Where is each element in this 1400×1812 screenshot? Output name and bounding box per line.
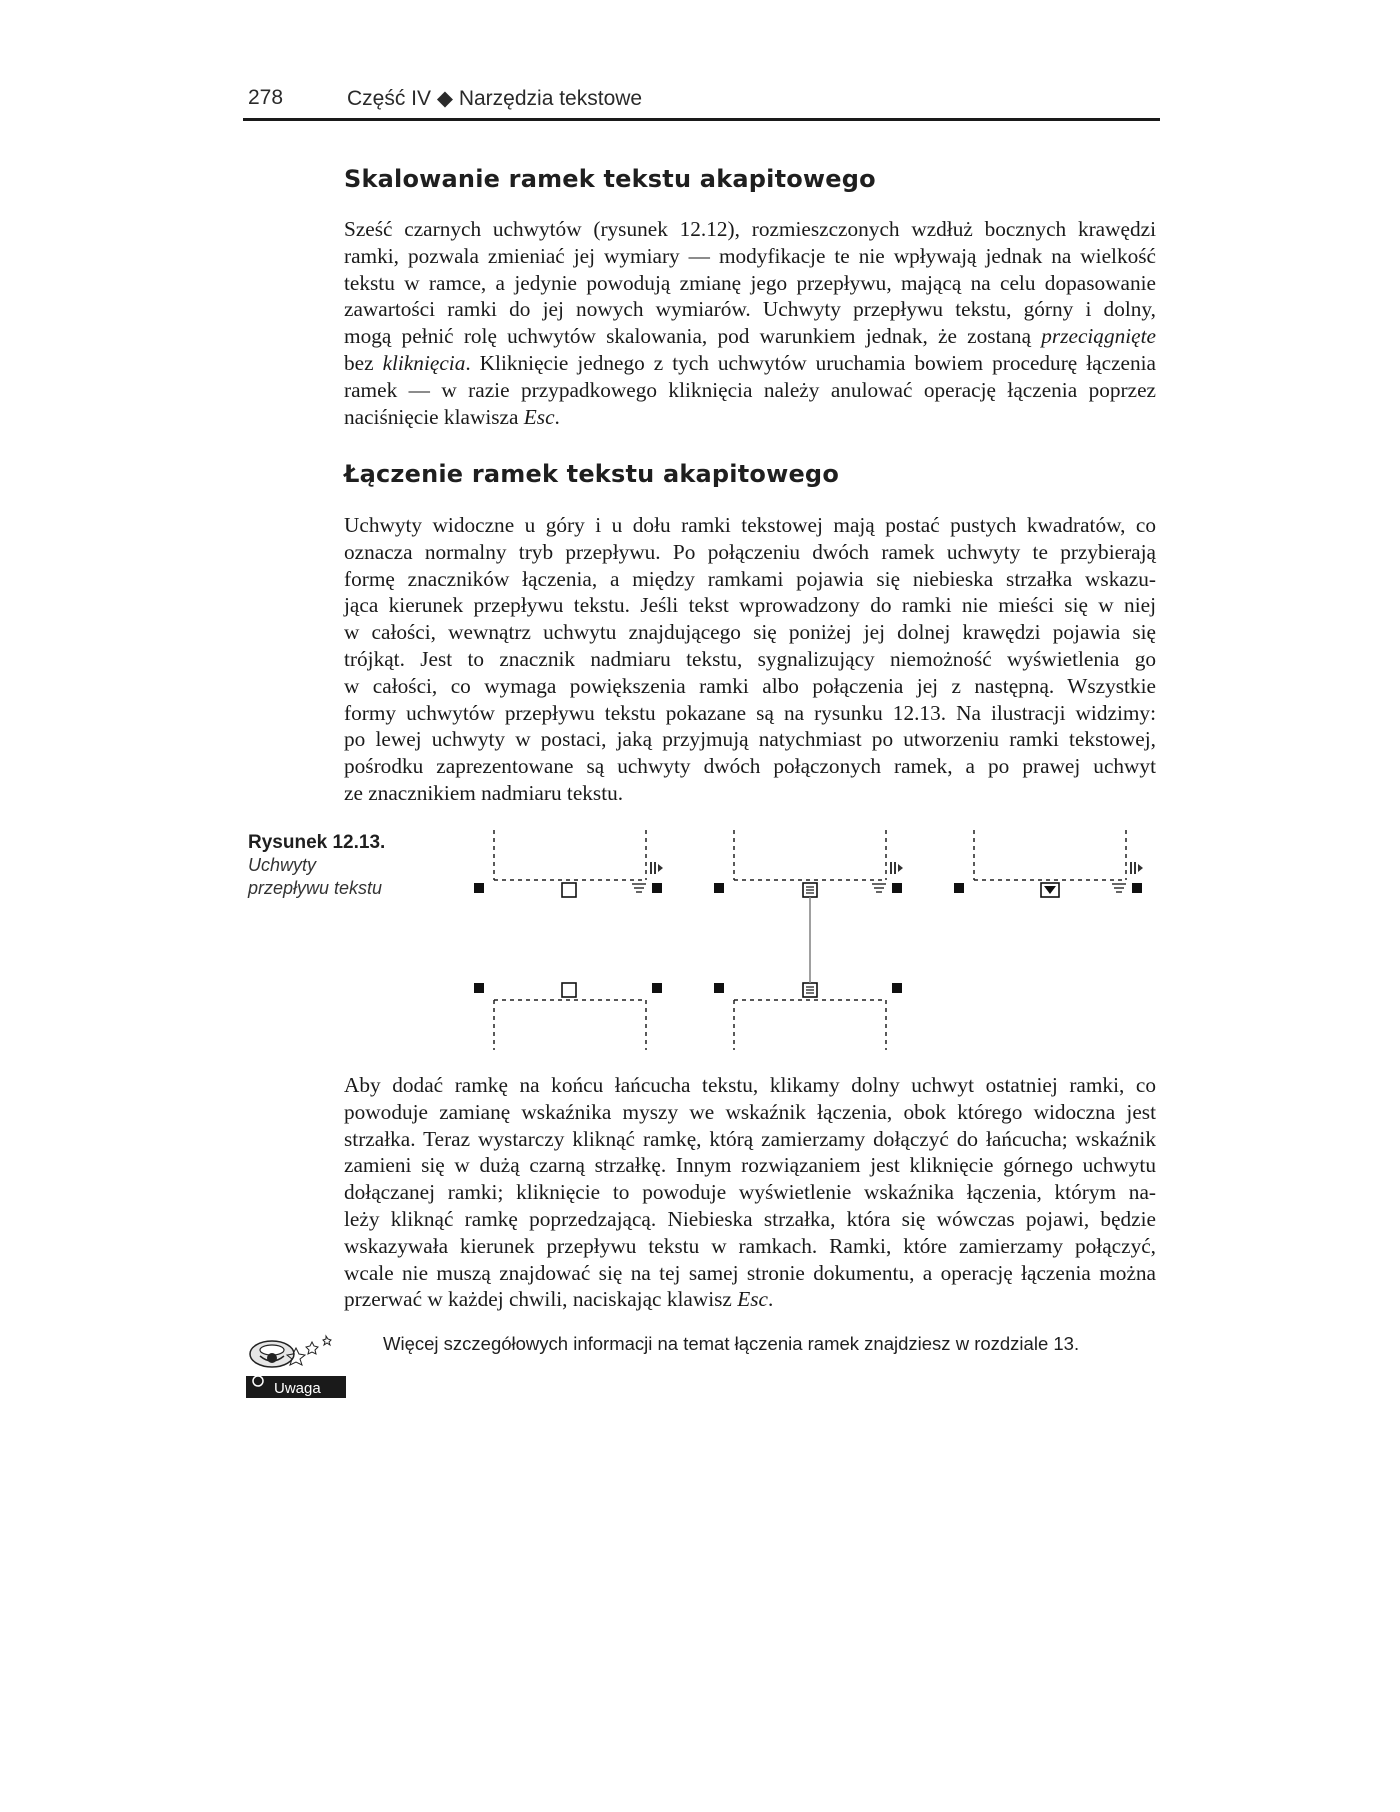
- bomb-icon: [250, 1341, 294, 1367]
- heading-scaling-frames: Skalowanie ramek tekstu akapitowego: [344, 165, 876, 193]
- text-line: [344, 323, 1156, 350]
- note-text: Więcej szczegółowych informacji na temat łączenia ramek znajdziesz w rozdziale 13.: [383, 1333, 1080, 1354]
- text-line: wcale nie muszą znajdować się na tej samej stronie dokumentu, a operację łączenia można: [344, 1260, 1156, 1285]
- text-line: wskazywała kierunek przepływu tekstu w ramkach. Ramki, które zamierzamy połączyć,: [344, 1233, 1156, 1258]
- text-line: [344, 1286, 1156, 1313]
- emphasis: przeciągnięte: [1041, 324, 1156, 349]
- empty-flow-handle: [562, 883, 576, 997]
- text-line: dołączanej ramki; kliknięcie to powoduje wyświetlenie wskaźnika łączenia, którym na-: [344, 1180, 1156, 1205]
- text-line: zamieni się w dużą czarną strzałkę. Innym rozwiązaniem jest kliknięcie górnego uchwytu: [344, 1153, 1156, 1178]
- text-line: ze znacznikiem nadmiaru tekstu.: [344, 780, 624, 805]
- text-line: Sześć czarnych uchwytów (rysunek 12.12), rozmieszczonych wzdłuż bocznych krawędzi: [344, 217, 1156, 241]
- figure-caption: [248, 832, 385, 900]
- text-line: powoduje zamianę wskaźnika myszy we wskaźnik łączenia, obok którego widoczna jest: [344, 1099, 1156, 1124]
- text-line: ramki, pozwala zmieniać jej wymiary — modyfikacje te nie wpływają jednak na wielkość: [344, 243, 1156, 268]
- text-segment: mogą pełnić rolę uchwytów skalowania, pod warunkiem jednak, że zostaną: [344, 324, 1032, 349]
- text-line: oznacza normalny tryb przepływu. Po połączeniu dwóch ramek uchwyty te przybierają: [344, 539, 1156, 564]
- overflow-flow-handle: [1041, 883, 1059, 897]
- emphasis: Esc: [523, 404, 555, 429]
- text-line: w całości, wewnątrz uchwytu znajdującego się poniżej jej dolnej krawędzi pojawia się: [344, 620, 1156, 645]
- text-line: [344, 404, 1156, 431]
- paragraph-adding-frame: [344, 1072, 1156, 1313]
- emphasis: Esc: [737, 1287, 768, 1312]
- text-line: tekstu w ramce, a jedynie powodują zmianę jego przepływu, mającą na celu dopasowanie: [344, 270, 1156, 295]
- text-segment: .: [554, 404, 560, 429]
- column-markers: [650, 862, 1143, 874]
- text-line: ramek — w razie przypadkowego kliknięcia należy anulować operację łączenia poprzez: [344, 377, 1156, 402]
- text-line: pośrodku zaprezentowane są uchwyty dwóch połączonych ramek, a po prawej uchwyt: [344, 754, 1156, 779]
- text-flow-handles-figure: [460, 828, 1160, 1058]
- paragraph-linking: [344, 512, 1156, 807]
- text-line: trójkąt. Jest to znacznik nadmiaru tekstu, sygnalizujący niemożność wyświetlenia go: [344, 646, 1156, 671]
- text-line: Aby dodać ramkę na końcu łańcucha tekstu, klikamy dolny uchwyt ostatniej ramki, co: [344, 1073, 1156, 1097]
- page-number: 278: [248, 86, 284, 109]
- figure-description: Uchwyty: [248, 855, 317, 875]
- heading-linking-frames: Łączenie ramek tekstu akapitowego: [344, 460, 840, 488]
- text-segment: .: [767, 1287, 774, 1312]
- text-line: po lewej uchwyty w postaci, jaką przyjmują natychmiast po utworzeniu ramki tekstowej,: [344, 727, 1156, 752]
- text-segment: naciśnięcie klawisza: [344, 404, 519, 429]
- paragraph-scaling: [344, 216, 1156, 430]
- text-line: [344, 350, 1156, 377]
- note-label: Uwaga: [274, 1380, 321, 1397]
- emphasis: kliknięcia: [382, 350, 466, 375]
- figure-description: przepływu tekstu: [248, 878, 383, 898]
- text-line: jąca kierunek przepływu tekstu. Jeśli tekst wprowadzony do ramki nie mieści się w niej: [344, 593, 1156, 618]
- text-line: zawartości ramki do jej nowych wymiarów. Uchwyty przepływu tekstu, górny i dolny,: [344, 297, 1156, 322]
- note-icon: [246, 1330, 346, 1400]
- section-title: Część IV ◆ Narzędzia tekstowe: [347, 87, 643, 110]
- text-line: strzałka. Teraz wystarczy kliknąć ramkę, którą zamierzamy dołączyć do łańcucha; wskaźnik: [344, 1126, 1156, 1151]
- selection-handles: [474, 883, 1142, 993]
- text-line: formę znaczników łączenia, a między ramkami pojawia się niebieska strzałka wskazu-: [344, 566, 1156, 591]
- text-segment: bez: [344, 350, 374, 375]
- figure-number: Rysunek 12.13.: [248, 832, 386, 853]
- text-segment: przerwać w każdej chwili, naciskając klawisz: [344, 1287, 732, 1312]
- text-line: leży kliknąć ramkę poprzedzającą. Niebieska strzałka, która się wówczas pojawi, będzie: [344, 1206, 1156, 1231]
- text-line: w całości, co wymaga powiększenia ramki albo połączenia jej z następną. Wszystkie: [344, 673, 1156, 698]
- text-line: formy uchwytów przepływu tekstu pokazane są na rysunku 12.13. Na ilustracji widzimy:: [344, 700, 1156, 725]
- text-line: Uchwyty widoczne u góry i u dołu ramki tekstowej mają postać pustych kwadratów, co: [344, 513, 1156, 537]
- text-segment: . Kliknięcie jednego z tych uchwytów uruchamia bowiem procedurę łączenia: [465, 350, 1156, 375]
- running-header: [243, 84, 1160, 121]
